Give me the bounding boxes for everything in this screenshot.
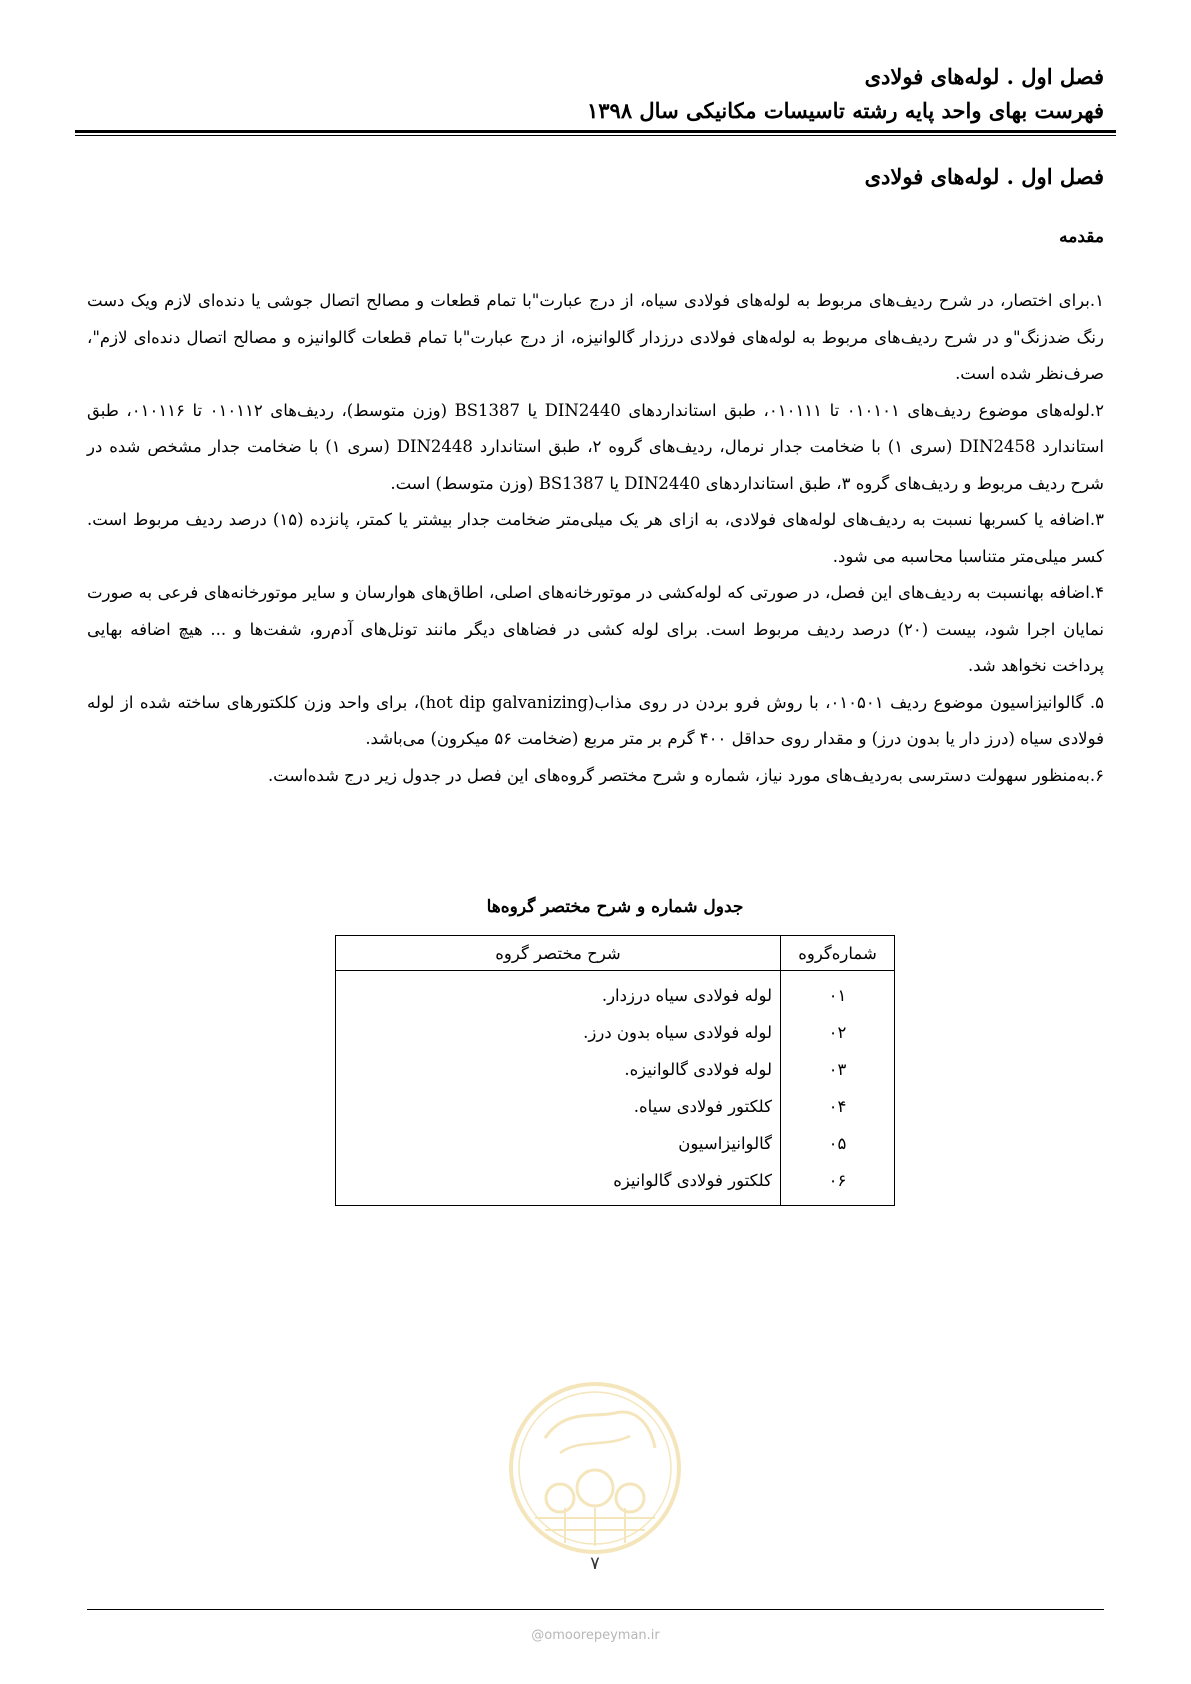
table-row: [336, 1162, 895, 1206]
group-description: لوله فولادی گالوانیزه.: [336, 1051, 781, 1088]
header-group-number: شماره‌گروه: [781, 936, 895, 971]
header-rule-thick: [75, 130, 1116, 133]
table-row: [336, 1088, 895, 1125]
chapter-title: فصل اول . لوله‌های فولادی: [864, 164, 1104, 189]
group-description: کلکتور فولادی سیاه.: [336, 1088, 781, 1125]
intro-body: [87, 283, 1104, 794]
header-catalog: فهرست بهای واحد پایه رشته تاسیسات مکانیکی سال ۱۳۹۸: [586, 98, 1104, 123]
group-number: ۰۴: [781, 1088, 895, 1125]
group-number: ۰۳: [781, 1051, 895, 1088]
paragraph-6: ۶.به‌منظور سهولت دسترسی به‌ردیف‌های مورد نیاز، شماره و شرح مختصر گروه‌های این فصل در جدول زیر درج شده‌است.: [267, 765, 1104, 785]
table-row: [336, 1051, 895, 1088]
running-header: [87, 60, 1104, 128]
group-description: کلکتور فولادی گالوانیزه: [336, 1162, 781, 1206]
intro-title: مقدمه: [1059, 227, 1104, 247]
table-row: [336, 1125, 895, 1162]
paragraph-3: ۳.اضافه یا کسربها نسبت به ردیف‌های لوله‌های فولادی، به ازای هر یک میلی‌متر ضخامت جدار بیشتر یا کمتر، پانزده (۱۵) درصد ردیف مربوط است. کسر میلی‌متر متناسبا محاسبه می شود.: [87, 510, 1104, 566]
group-number: ۰۱: [781, 971, 895, 1015]
page-number: ۷: [590, 1553, 600, 1574]
group-description: گالوانیزاسیون: [336, 1125, 781, 1162]
table-caption: جدول شماره و شرح مختصر گروه‌ها: [486, 897, 744, 917]
group-number: ۰۵: [781, 1125, 895, 1162]
header-rule-thin: [75, 135, 1116, 136]
header-chapter: فصل اول . لوله‌های فولادی: [864, 64, 1104, 89]
paragraph-2: ۲.لوله‌های موضوع ردیف‌های ۰۱۰۱۰۱ تا ۰۱۰۱۱۱، طبق استانداردهای DIN2440 یا BS1387 (وزن متوسط)، ردیف‌های ۰۱۰۱۱۲ تا ۰۱۰۱۱۶، طبق استاندارد DIN2458 (سری ۱) با ضخامت جدار نرمال، ردیف‌های گروه ۲، طبق استاندارد DIN2448 (سری ۱) با ضخامت جدار مشخص شده در شرح ردیف مربوط و ردیف‌های گروه ۳، طبق استانداردهای DIN2440 یا BS1387 (وزن متوسط) است.: [87, 400, 1105, 493]
table-header-row: [336, 936, 895, 971]
footer-rule: [87, 1609, 1104, 1610]
group-number: ۰۶: [781, 1162, 895, 1206]
paragraph-4: ۴.اضافه بهانسبت به ردیف‌های این فصل، در صورتی که لوله‌کشی در موتورخانه‌های اصلی، اطاق‌های هوارسان و سایر موتورخانه‌های فرعی به صورت نمایان اجرا شود، بیست (۲۰) درصد ردیف مربوط است. برای لوله کشی در فضاهای دیگر مانند تونل‌های آدم‌رو، شفت‌ها و ... هیچ اضافه بهایی پرداخت نخواهد شد.: [87, 583, 1104, 675]
paragraph-1: ۱.برای اختصار، در شرح ردیف‌های مربوط به لوله‌های فولادی سیاه، از درج عبارت"با تمام قطعات و مصالح اتصال جوشی یا دنده‌ای لازم ویک دست رنگ ضدزنگ"و در شرح ردیف‌های مربوط به لوله‌های فولادی درزدار گالوانیزه، از درج عبارت"با تمام قطعات گالوانیزه و مصالح اتصال دنده‌ای لازم"، صرف‌نظر شده است.: [87, 291, 1104, 383]
paragraph-5: ۵. گالوانیزاسیون موضوع ردیف ۰۱۰۵۰۱، با روش فرو بردن در روی مذاب(hot dip galvanizing)، برای واحد وزن کلکتورهای ساخته شده از لوله فولادی سیاه (درز دار یا بدون درز) و مقدار روی حداقل ۴۰۰ گرم بر متر مربع (ضخامت ۵۶ میکرون) می‌باشد.: [87, 692, 1104, 748]
group-description: لوله فولادی سیاه بدون درز.: [336, 1014, 781, 1051]
groups-table: [335, 935, 895, 1206]
group-number: ۰۲: [781, 1014, 895, 1051]
table-row: [336, 1014, 895, 1051]
header-group-description: شرح مختصر گروه: [336, 936, 781, 971]
seal-logo-icon: [505, 1378, 685, 1558]
table-row: [336, 971, 895, 1015]
watermark-url: @omoorepeyman.ir: [531, 1628, 660, 1643]
group-description: لوله فولادی سیاه درزدار.: [336, 971, 781, 1015]
